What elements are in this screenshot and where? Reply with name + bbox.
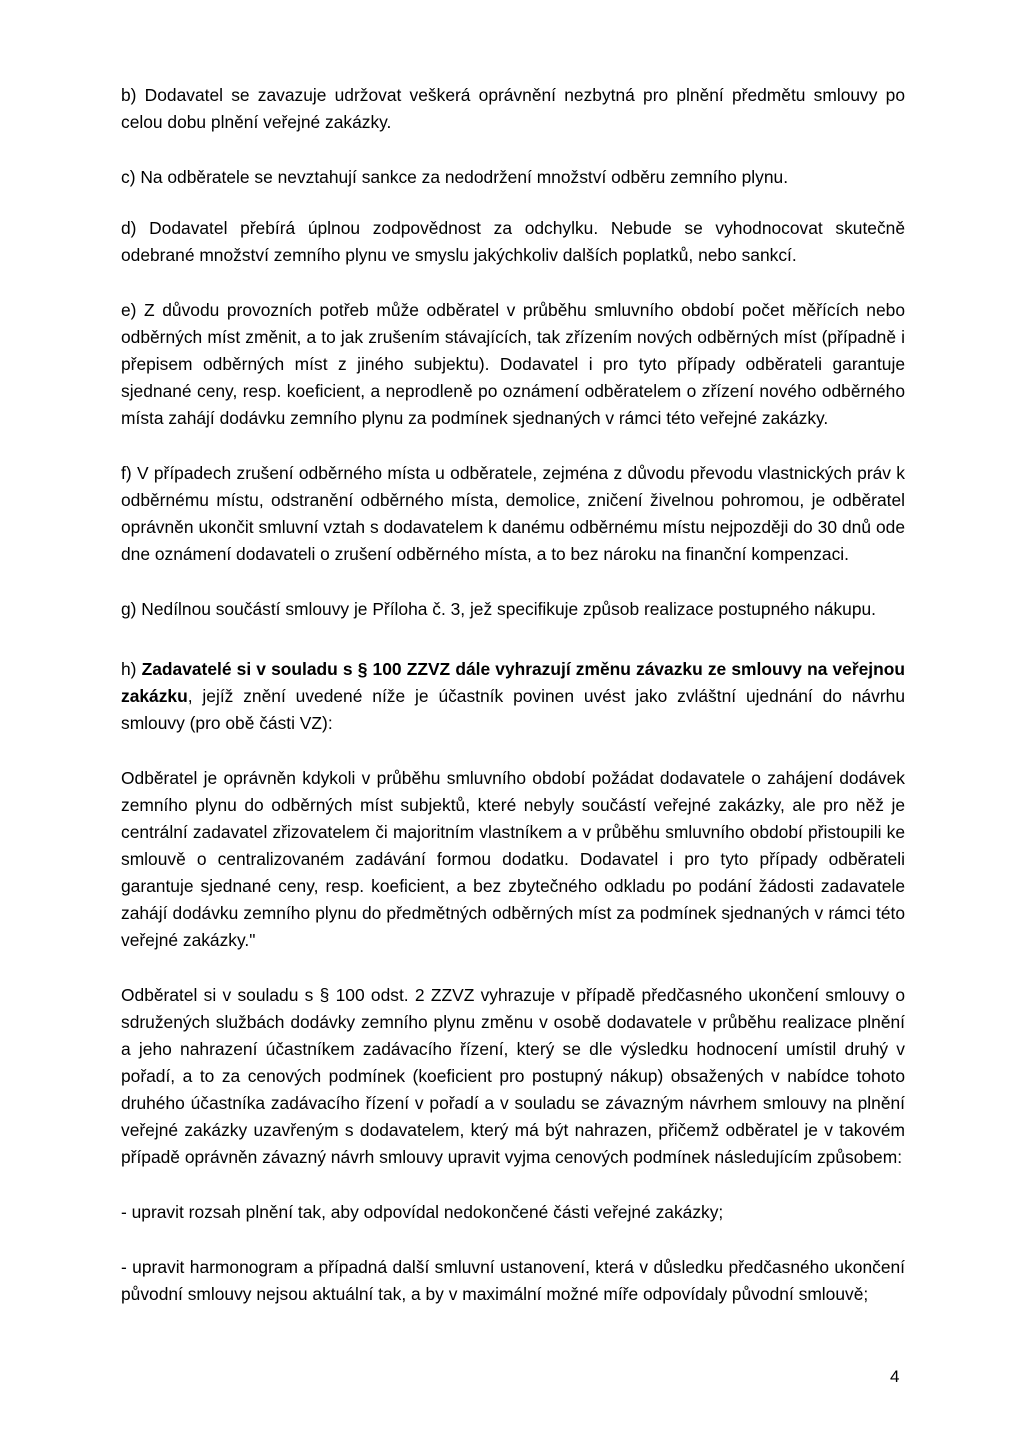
bullet-item-2: - upravit harmonogram a případná další smluvní ustanovení, která v důsledku předčasného ukončení původní smlouvy nejsou aktuální tak, a by v maximální možné míře odpovídaly původní smlouvě;	[121, 1257, 905, 1304]
paragraph-d: d) Dodavatel přebírá úplnou zodpovědnost za odchylku. Nebude se vyhodnocovat skutečně odebrané množství zemního plynu ve smyslu jakýchkoliv dalších poplatků, nebo sankcí.	[121, 218, 905, 265]
paragraph-reserve: Odběratel si v souladu s § 100 odst. 2 ZZVZ vyhrazuje v případě předčasného ukončení smlouvy o sdružených službách dodávky zemního plynu změnu v osobě dodavatele v průběhu realizace plnění a jeho nahrazení účastníkem zadávacího řízení, který se dle výsledku hodnocení umístil druhý v pořadí, a to za cenových podmínek (koeficient pro postupný nákup) obsažených v nabídce tohoto druhého účastníka zadávacího řízení v pořadí a v souladu se závazným návrhem smlouvy na plnění veřejné zakázky uzavřeným s dodavatelem, který má být nahrazen, přičemž odběratel je v takovém případě oprávněn závazný návrh smlouvy upravit vyjma cenových podmínek následujícím způsobem:	[121, 985, 905, 1167]
bullet-item-1: - upravit rozsah plnění tak, aby odpovídal nedokončené části veřejné zakázky;	[121, 1202, 724, 1222]
paragraph-b: b) Dodavatel se zavazuje udržovat veškerá oprávnění nezbytná pro plnění předmětu smlouvy po celou dobu plnění veřejné zakázky.	[121, 85, 905, 132]
paragraph-quote: Odběratel je oprávněn kdykoli v průběhu smluvního období požádat dodavatele o zahájení dodávek zemního plynu do odběrných míst subjektů, které nebyly součástí veřejné zakázky, ale pro něž je centrální zadavatel zřizovatelem či majoritním vlastníkem a v průběhu smluvního období přistoupili ke smlouvě o centralizovaném zadávání formou dodatku. Dodavatel i pro tyto případy odběrateli garantuje sjednané ceny, resp. koeficient, a bez zbytečného odkladu po podání žádosti zadavatele zahájí dodávku zemního plynu do předmětných odběrných míst za podmínek sjednaných v rámci této veřejné zakázky."	[121, 768, 905, 950]
document-page	[121, 82, 905, 1336]
paragraph-h	[121, 656, 905, 737]
paragraph-f: f) V případech zrušení odběrného místa u odběratele, zejména z důvodu převodu vlastnických práv k odběrnému místu, odstranění odběrného místa, demolice, zničení živelnou pohromou, je odběratel oprávněn ukončit smluvní vztah s dodavatelem k danému odběrnému místu nejpozději do 30 dnů ode dne oznámení dodavateli o zrušení odběrného místa, a to bez nároku na finanční kompenzaci.	[121, 463, 905, 564]
paragraph-h-rest: , jejíž znění uvedené níže je účastník povinen uvést jako zvláštní ujednání do návrhu smlouvy (pro obě části VZ):	[121, 686, 905, 733]
paragraph-e: e) Z důvodu provozních potřeb může odběratel v průběhu smluvního období počet měřících nebo odběrných míst změnit, a to jak zrušením stávajících, tak zřízením nových odběrných míst (případně i přepisem odběrných míst z jiného subjektu). Dodavatel i pro tyto případy odběrateli garantuje sjednané ceny, resp. koeficient, a neprodleně po oznámení odběratelem o zřízení nového odběrného místa zahájí dodávku zemního plynu za podmínek sjednaných v rámci této veřejné zakázky.	[121, 300, 905, 428]
page-number: 4	[890, 1367, 900, 1386]
paragraph-c: c) Na odběratele se nevztahují sankce za nedodržení množství odběru zemního plynu.	[121, 167, 789, 187]
paragraph-g: g) Nedílnou součástí smlouvy je Příloha č. 3, jež specifikuje způsob realizace postupného nákupu.	[121, 599, 876, 619]
paragraph-h-bold: Zadavatelé si v souladu s § 100 ZZVZ dále vyhrazují změnu závazku ze smlouvy na veřejnou zakázku	[121, 659, 905, 706]
paragraph-h-prefix: h)	[121, 659, 142, 679]
